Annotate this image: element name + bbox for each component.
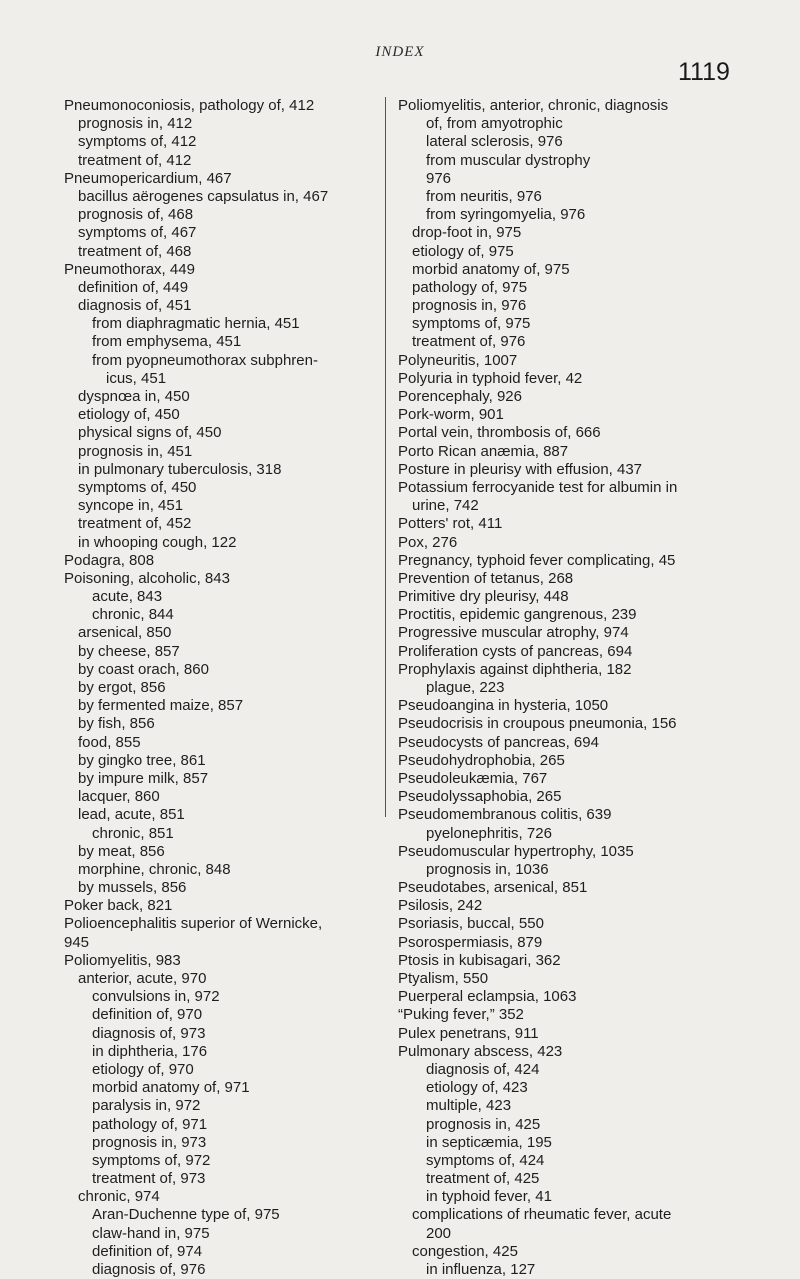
- index-entry: diagnosis of, 973: [92, 1024, 206, 1042]
- index-entry: 200: [426, 1224, 452, 1242]
- index-entry: Poker back, 821: [64, 897, 173, 915]
- index-entry: Potassium ferrocyanide test for albumin in: [398, 478, 678, 496]
- index-entry: by meat, 856: [78, 842, 165, 860]
- index-entry: Pseudotabes, arsenical, 851: [398, 879, 588, 897]
- index-entry: Pseudoleukæmia, 767: [398, 769, 548, 787]
- index-entry: etiology of, 970: [92, 1060, 194, 1078]
- index-entry: by coast orach, 860: [78, 660, 209, 678]
- index-entry: Pox, 276: [398, 533, 458, 551]
- index-entry: Ptyalism, 550: [398, 970, 489, 987]
- index-entry: chronic, 844: [92, 606, 174, 624]
- column-divider: [385, 97, 386, 817]
- index-entry: Prophylaxis against diphtheria, 182: [398, 660, 632, 678]
- index-entry: Pseudolyssaphobia, 265: [398, 788, 562, 806]
- index-entry: claw-hand in, 975: [92, 1224, 210, 1242]
- index-entry: Proctitis, epidemic gangrenous, 239: [398, 606, 637, 624]
- index-entry: symptoms of, 424: [426, 1151, 545, 1169]
- index-entry: Pork-worm, 901: [398, 406, 504, 424]
- index-entry: Porencephaly, 926: [398, 388, 522, 405]
- index-entry: Portal vein, thrombosis of, 666: [398, 424, 601, 442]
- index-entry: paralysis in, 972: [92, 1097, 201, 1115]
- index-column-right: [398, 97, 716, 1279]
- index-entry: by impure milk, 857: [78, 769, 209, 787]
- index-entry: by ergot, 856: [78, 679, 166, 696]
- index-entry: definition of, 970: [92, 1006, 203, 1024]
- index-entry: Pseudohydrophobia, 265: [398, 751, 565, 769]
- index-entry: convulsions in, 972: [92, 988, 220, 1006]
- index-entry: from diaphragmatic hernia, 451: [92, 315, 300, 333]
- index-entry: symptoms of, 412: [78, 133, 197, 151]
- index-entry: physical signs of, 450: [78, 424, 222, 442]
- index-entry: Progressive muscular atrophy, 974: [398, 624, 629, 642]
- index-entry: bacillus aërogenes capsulatus in, 467: [78, 187, 329, 205]
- index-entry: Polioencephalitis superior of Wernicke,: [64, 915, 323, 933]
- index-entry: by mussels, 856: [78, 879, 187, 897]
- index-entry: treatment of, 973: [92, 1170, 206, 1188]
- index-entry: treatment of, 425: [426, 1170, 540, 1188]
- index-entry: Psoriasis, buccal, 550: [398, 915, 544, 933]
- index-entry: Polyneuritis, 1007: [398, 351, 518, 369]
- index-entry: definition of, 974: [92, 1242, 203, 1260]
- index-entry: multiple, 423: [426, 1097, 512, 1115]
- index-entry: Potters' rot, 411: [398, 515, 503, 533]
- index-entry: lacquer, 860: [78, 788, 160, 806]
- index-entry: icus, 451: [106, 369, 167, 387]
- index-entry: etiology of, 450: [78, 406, 180, 424]
- index-entry: in whooping cough, 122: [78, 533, 237, 551]
- index-entry: morbid anatomy of, 975: [412, 260, 570, 278]
- index-entry: dyspnœa in, 450: [78, 388, 190, 405]
- index-entry: etiology of, 975: [412, 242, 514, 260]
- index-entry: arsenical, 850: [78, 624, 172, 642]
- index-entry: syncope in, 451: [78, 497, 184, 515]
- index-entry: Aran-Duchenne type of, 975: [92, 1206, 280, 1224]
- index-entry: diagnosis of, 451: [78, 297, 192, 315]
- index-entry: chronic, 974: [78, 1188, 160, 1206]
- index-entry: by cheese, 857: [78, 642, 180, 660]
- index-entry: 976: [426, 169, 452, 187]
- index-entry: of, from amyotrophic: [426, 115, 563, 133]
- index-entry: treatment of, 452: [78, 515, 192, 533]
- index-entry: in influenza, 127: [426, 1261, 536, 1278]
- index-entry: from muscular dystrophy: [426, 151, 591, 169]
- index-entry: from neuritis, 976: [426, 187, 542, 205]
- index-entry: Pulex penetrans, 911: [398, 1024, 539, 1042]
- index-entry: treatment of, 468: [78, 242, 192, 260]
- index-entry: Pneumothorax, 449: [64, 260, 195, 278]
- index-entry: treatment of, 976: [412, 333, 526, 351]
- index-entry: Poisoning, alcoholic, 843: [64, 569, 230, 587]
- index-entry: from emphysema, 451: [92, 333, 242, 351]
- index-entry: symptoms of, 975: [412, 315, 531, 333]
- index-entry: Psilosis, 242: [398, 897, 483, 915]
- index-entry: etiology of, 423: [426, 1079, 528, 1097]
- index-entry: Poliomyelitis, 983: [64, 951, 181, 969]
- index-entry: definition of, 449: [78, 278, 189, 296]
- index-entry: prognosis of, 468: [78, 206, 194, 224]
- index-entry: Pseudoangina in hysteria, 1050: [398, 697, 609, 715]
- index-entry: anterior, acute, 970: [78, 970, 207, 987]
- index-entry: Poliomyelitis, anterior, chronic, diagnosis: [398, 97, 669, 114]
- index-entry: “Puking fever,” 352: [398, 1006, 524, 1024]
- index-entry: symptoms of, 467: [78, 224, 197, 242]
- index-entry: Pneumonoconiosis, pathology of, 412: [64, 97, 315, 114]
- index-entry: food, 855: [78, 733, 141, 751]
- index-entry: morphine, chronic, 848: [78, 860, 231, 878]
- index-entry: chronic, 851: [92, 824, 174, 842]
- index-column-left: [64, 97, 374, 1279]
- index-entry: prognosis in, 973: [92, 1133, 207, 1151]
- index-entry: drop-foot in, 975: [412, 224, 522, 242]
- index-entry: Primitive dry pleurisy, 448: [398, 588, 569, 606]
- index-entry: Porto Rican anæmia, 887: [398, 442, 569, 460]
- index-entry: symptoms of, 450: [78, 478, 197, 496]
- index-entry: Ptosis in kubisagari, 362: [398, 951, 561, 969]
- index-entry: by gingko tree, 861: [78, 751, 206, 769]
- index-entry: pathology of, 975: [412, 278, 528, 296]
- index-entry: plague, 223: [426, 679, 505, 696]
- index-entry: Pulmonary abscess, 423: [398, 1042, 563, 1060]
- index-entry: prognosis in, 976: [412, 297, 527, 315]
- index-entry: treatment of, 412: [78, 151, 192, 169]
- index-entry: Pseudocysts of pancreas, 694: [398, 733, 599, 751]
- index-entry: by fermented maize, 857: [78, 697, 244, 715]
- index-entry: prognosis in, 451: [78, 442, 193, 460]
- index-entry: morbid anatomy of, 971: [92, 1079, 250, 1097]
- index-entry: prognosis in, 1036: [426, 860, 549, 878]
- index-entry: Psorospermiasis, 879: [398, 933, 543, 951]
- index-entry: lateral sclerosis, 976: [426, 133, 563, 151]
- index-entry: prognosis in, 425: [426, 1115, 541, 1133]
- index-entry: Podagra, 808: [64, 551, 155, 569]
- index-entry: Pseudomuscular hypertrophy, 1035: [398, 842, 634, 860]
- index-entry: in diphtheria, 176: [92, 1042, 208, 1060]
- index-entry: Posture in pleurisy with effusion, 437: [398, 460, 643, 478]
- index-entry: complications of rheumatic fever, acute: [412, 1206, 672, 1224]
- index-entry: Pneumopericardium, 467: [64, 169, 232, 187]
- index-entry: pathology of, 971: [92, 1115, 208, 1133]
- index-entry: from syringomyelia, 976: [426, 206, 586, 224]
- index-entry: in typhoid fever, 41: [426, 1188, 552, 1206]
- index-entry: Proliferation cysts of pancreas, 694: [398, 642, 633, 660]
- index-entry: pyelonephritis, 726: [426, 824, 552, 842]
- index-entry: Pregnancy, typhoid fever complicating, 45: [398, 551, 676, 569]
- index-entry: Polyuria in typhoid fever, 42: [398, 369, 583, 387]
- index-entry: by fish, 856: [78, 715, 155, 733]
- index-entry: congestion, 425: [412, 1242, 518, 1260]
- index-entry: Pseudocrisis in croupous pneumonia, 156: [398, 715, 677, 733]
- index-entry: urine, 742: [412, 497, 479, 515]
- index-entry: prognosis in, 412: [78, 115, 193, 133]
- running-head: INDEX: [375, 44, 425, 60]
- index-entry: lead, acute, 851: [78, 806, 185, 824]
- index-entry: symptoms of, 972: [92, 1151, 211, 1169]
- index-entry: in septicæmia, 195: [426, 1133, 552, 1151]
- index-entry: from pyopneumothorax subphren-: [92, 351, 318, 369]
- index-entry: diagnosis of, 976: [92, 1261, 206, 1278]
- page-number: 1119: [678, 58, 730, 86]
- index-entry: diagnosis of, 424: [426, 1060, 540, 1078]
- index-entry: Puerperal eclampsia, 1063: [398, 988, 577, 1006]
- index-entry: in pulmonary tuberculosis, 318: [78, 460, 282, 478]
- index-entry: Pseudomembranous colitis, 639: [398, 806, 612, 824]
- index-entry: acute, 843: [92, 588, 163, 606]
- index-entry: 945: [64, 933, 90, 951]
- index-entry: Prevention of tetanus, 268: [398, 569, 574, 587]
